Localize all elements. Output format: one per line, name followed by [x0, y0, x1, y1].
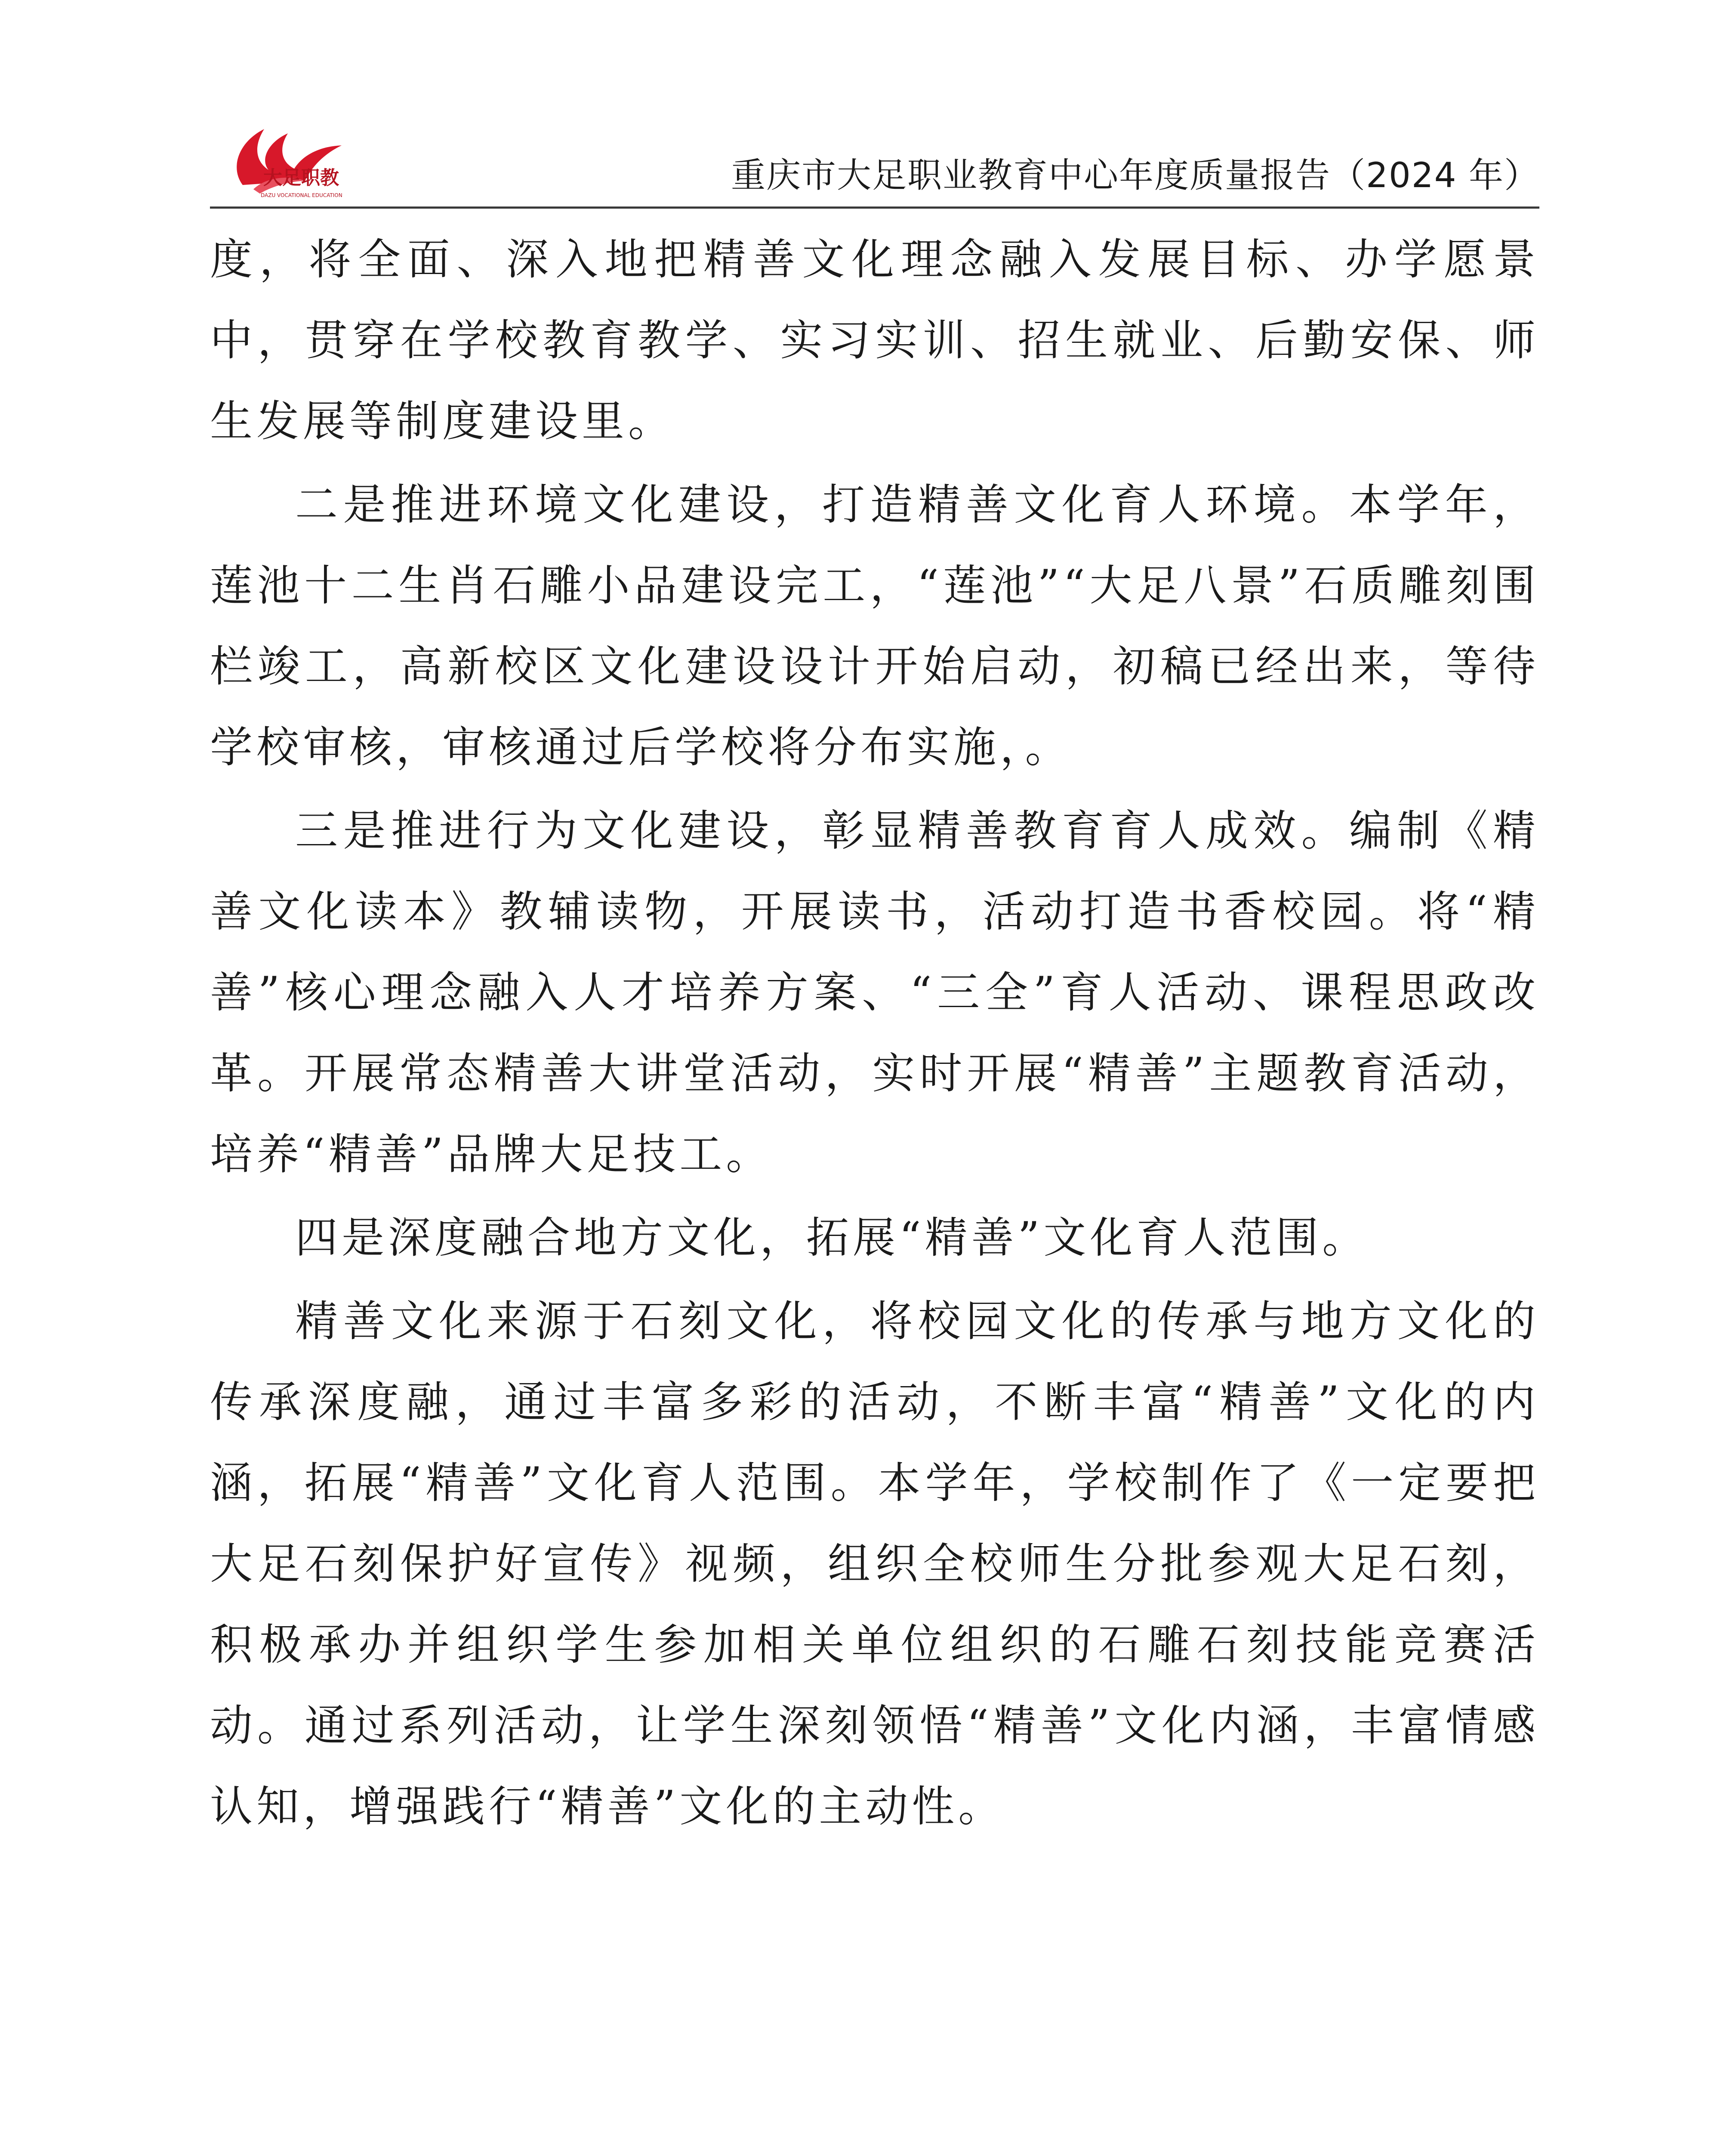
paragraph: 度，将全面、深入地把精善文化理念融入发展目标、办学愿景中，贯穿在学校教育教学、实习实训、招生就业、后勤安保、师生发展等制度建设里。	[210, 235, 1539, 446]
svg-text:大足职教: 大足职教	[263, 167, 339, 189]
school-logo	[213, 120, 355, 202]
page-header	[210, 103, 1539, 209]
paragraph: 精善文化来源于石刻文化，将校园文化的传承与地方文化的传承深度融，通过丰富多彩的活动，不断丰富“精善”文化的内涵，拓展“精善”文化育人范围。本学年，学校制作了《一定要把大足石刻保护好宣传》视频，组织全校师生分批参观大足石刻，积极承办并组织学生参加相关单位组织的石雕石刻技能竞赛活动。通过系列活动，让学生深刻领悟“精善”文化内涵，丰富情感认知，增强践行“精善”文化的主动性。	[210, 1297, 1539, 1831]
body-text	[210, 219, 1539, 1850]
paragraph: 三是推进行为文化建设，彰显精善教育育人成效。编制《精善文化读本》教辅读物，开展读书，活动打造书香校园。将“精善”核心理念融入人才培养方案、“三全”育人活动、课程思政改革。开展常态精善大讲堂活动，实时开展“精善”主题教育活动，培养“精善”品牌大足技工。	[210, 806, 1539, 1179]
report-title: 重庆市大足职业教育中心年度质量报告（2024 年）	[731, 155, 1539, 195]
paragraph: 二是推进环境文化建设，打造精善文化育人环境。本学年，莲池十二生肖石雕小品建设完工，“莲池”“大足八景”石质雕刻围栏竣工，高新校区文化建设设计开始启动，初稿已经出来，等待学校审核，审核通过后学校将分布实施，。	[210, 480, 1539, 772]
svg-text:DAZU VOCATIONAL EDUCATION: DAZU VOCATIONAL EDUCATION	[261, 192, 342, 198]
paragraph: 四是深度融合地方文化，拓展“精善”文化育人范围。	[295, 1213, 1369, 1263]
school-logo-icon	[213, 120, 355, 202]
